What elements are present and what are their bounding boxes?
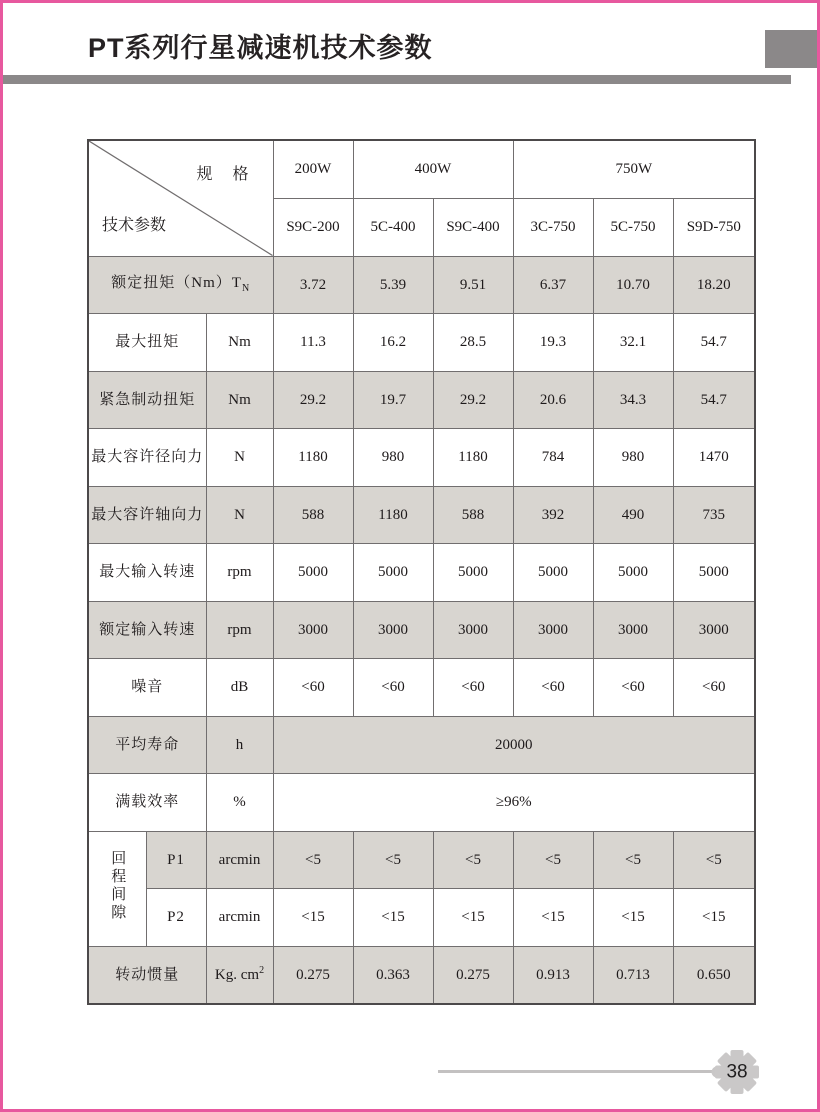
value-cell: 490 <box>593 486 673 544</box>
row-label: 最大容许径向力 <box>88 429 206 487</box>
corner-label-params: 技术参数 <box>102 217 167 235</box>
value-cell: 5000 <box>273 544 353 602</box>
value-cell: 5000 <box>433 544 513 602</box>
row-unit: Nm <box>206 314 273 372</box>
value-cell: 10.70 <box>593 256 673 314</box>
row-unit: N <box>206 429 273 487</box>
row-unit: arcmin <box>206 889 273 947</box>
value-cell: 0.650 <box>673 946 755 1004</box>
value-cell: <15 <box>433 889 513 947</box>
value-cell: 3000 <box>593 601 673 659</box>
row-label: 紧急制动扭矩 <box>88 371 206 429</box>
value-cell: 1180 <box>273 429 353 487</box>
value-cell: 1180 <box>433 429 513 487</box>
row-label: 满载效率 <box>88 774 206 832</box>
value-cell: 980 <box>353 429 433 487</box>
value-cell: 5.39 <box>353 256 433 314</box>
value-cell: 5000 <box>673 544 755 602</box>
footer-rule <box>438 1070 715 1073</box>
value-cell: 9.51 <box>433 256 513 314</box>
value-cell: 54.7 <box>673 371 755 429</box>
row-unit: h <box>206 716 273 774</box>
row-label-subscript: N <box>241 283 251 295</box>
row-label: 平均寿命 <box>88 716 206 774</box>
row-unit-text: Kg. cm <box>214 967 260 983</box>
value-cell: <60 <box>513 659 593 717</box>
table-row-rated-torque <box>88 256 755 314</box>
row-unit: rpm <box>206 601 273 659</box>
value-cell: 28.5 <box>433 314 513 372</box>
value-cell: <15 <box>513 889 593 947</box>
column-header-model: S9D-750 <box>673 198 755 256</box>
row-label: 额定输入转速 <box>88 601 206 659</box>
value-cell: 588 <box>433 486 513 544</box>
row-label: 最大容许轴向力 <box>88 486 206 544</box>
row-label-text: 额定扭矩（Nm）T <box>111 275 242 292</box>
value-cell: 1470 <box>673 429 755 487</box>
table-row-backlash-p1 <box>88 831 755 889</box>
value-cell: <5 <box>433 831 513 889</box>
row-unit: N <box>206 486 273 544</box>
value-cell: 6.37 <box>513 256 593 314</box>
page-number-badge <box>704 1046 770 1098</box>
value-cell: 29.2 <box>273 371 353 429</box>
value-cell: 5000 <box>353 544 433 602</box>
column-header-model: S9C-400 <box>433 198 513 256</box>
value-cell: 20.6 <box>513 371 593 429</box>
value-cell: 34.3 <box>593 371 673 429</box>
value-cell: 3000 <box>433 601 513 659</box>
row-label: 转动惯量 <box>88 946 206 1004</box>
value-cell: <15 <box>593 889 673 947</box>
value-cell: <5 <box>273 831 353 889</box>
column-header-model: S9C-200 <box>273 198 353 256</box>
value-cell: 19.3 <box>513 314 593 372</box>
value-cell: 0.275 <box>273 946 353 1004</box>
row-unit: rpm <box>206 544 273 602</box>
backlash-group-cell <box>88 831 146 946</box>
table-row-noise <box>88 659 755 717</box>
row-unit: Nm <box>206 371 273 429</box>
merged-value-cell: 20000 <box>273 716 755 774</box>
value-cell: 735 <box>673 486 755 544</box>
value-cell: 3000 <box>273 601 353 659</box>
value-cell: 3000 <box>673 601 755 659</box>
value-cell: 19.7 <box>353 371 433 429</box>
value-cell: 5000 <box>513 544 593 602</box>
value-cell: 588 <box>273 486 353 544</box>
table-row-max-axial-force <box>88 486 755 544</box>
row-label: 最大输入转速 <box>88 544 206 602</box>
table-row-avg-life <box>88 716 755 774</box>
row-unit <box>206 946 273 1004</box>
header-row-power <box>88 140 755 198</box>
table-row-backlash-p2 <box>88 889 755 947</box>
corner-label-spec: 规 格 <box>196 166 257 183</box>
row-label: 噪音 <box>88 659 206 717</box>
value-cell: <15 <box>673 889 755 947</box>
table-row-max-radial-force <box>88 429 755 487</box>
backlash-group-label: 回程间隙 <box>109 850 126 922</box>
row-label: P1 <box>146 831 206 889</box>
value-cell: <5 <box>513 831 593 889</box>
value-cell: <5 <box>593 831 673 889</box>
page-title: PT系列行星减速机技术参数 <box>88 33 433 63</box>
value-cell: 16.2 <box>353 314 433 372</box>
value-cell: <60 <box>433 659 513 717</box>
value-cell: <5 <box>353 831 433 889</box>
value-cell: <15 <box>353 889 433 947</box>
row-unit: dB <box>206 659 273 717</box>
value-cell: 29.2 <box>433 371 513 429</box>
table-row-max-input-speed <box>88 544 755 602</box>
column-header-model: 5C-750 <box>593 198 673 256</box>
column-header-model: 5C-400 <box>353 198 433 256</box>
value-cell: 392 <box>513 486 593 544</box>
value-cell: 54.7 <box>673 314 755 372</box>
value-cell: 18.20 <box>673 256 755 314</box>
diagonal-line <box>89 141 273 256</box>
value-cell: <60 <box>273 659 353 717</box>
header-accent-square <box>765 30 817 68</box>
value-cell: <5 <box>673 831 755 889</box>
table-row-max-torque <box>88 314 755 372</box>
power-group-400w: 400W <box>353 140 513 198</box>
row-unit-superscript: 2 <box>259 965 265 976</box>
value-cell: 784 <box>513 429 593 487</box>
value-cell: 11.3 <box>273 314 353 372</box>
row-label <box>88 256 273 314</box>
power-group-200w: 200W <box>273 140 353 198</box>
value-cell: 0.913 <box>513 946 593 1004</box>
table-row-rated-input-speed <box>88 601 755 659</box>
header-rule <box>3 75 791 84</box>
table-row-full-load-efficiency <box>88 774 755 832</box>
value-cell: 0.275 <box>433 946 513 1004</box>
corner-cell <box>88 140 273 256</box>
value-cell: 980 <box>593 429 673 487</box>
column-header-model: 3C-750 <box>513 198 593 256</box>
value-cell: <60 <box>593 659 673 717</box>
row-label: P2 <box>146 889 206 947</box>
value-cell: <60 <box>353 659 433 717</box>
value-cell: 1180 <box>353 486 433 544</box>
table-row-brake-torque <box>88 371 755 429</box>
row-unit: arcmin <box>206 831 273 889</box>
table-row-rotational-inertia <box>88 946 755 1004</box>
value-cell: 0.713 <box>593 946 673 1004</box>
value-cell: 0.363 <box>353 946 433 1004</box>
power-group-750w: 750W <box>513 140 755 198</box>
value-cell: 32.1 <box>593 314 673 372</box>
value-cell: 5000 <box>593 544 673 602</box>
page-number: 38 <box>726 1061 748 1083</box>
value-cell: <60 <box>673 659 755 717</box>
row-label: 最大扭矩 <box>88 314 206 372</box>
value-cell: 3.72 <box>273 256 353 314</box>
value-cell: 3000 <box>353 601 433 659</box>
value-cell: 3000 <box>513 601 593 659</box>
row-unit: % <box>206 774 273 832</box>
spec-table <box>87 139 756 1005</box>
merged-value-cell: ≥96% <box>273 774 755 832</box>
value-cell: <15 <box>273 889 353 947</box>
